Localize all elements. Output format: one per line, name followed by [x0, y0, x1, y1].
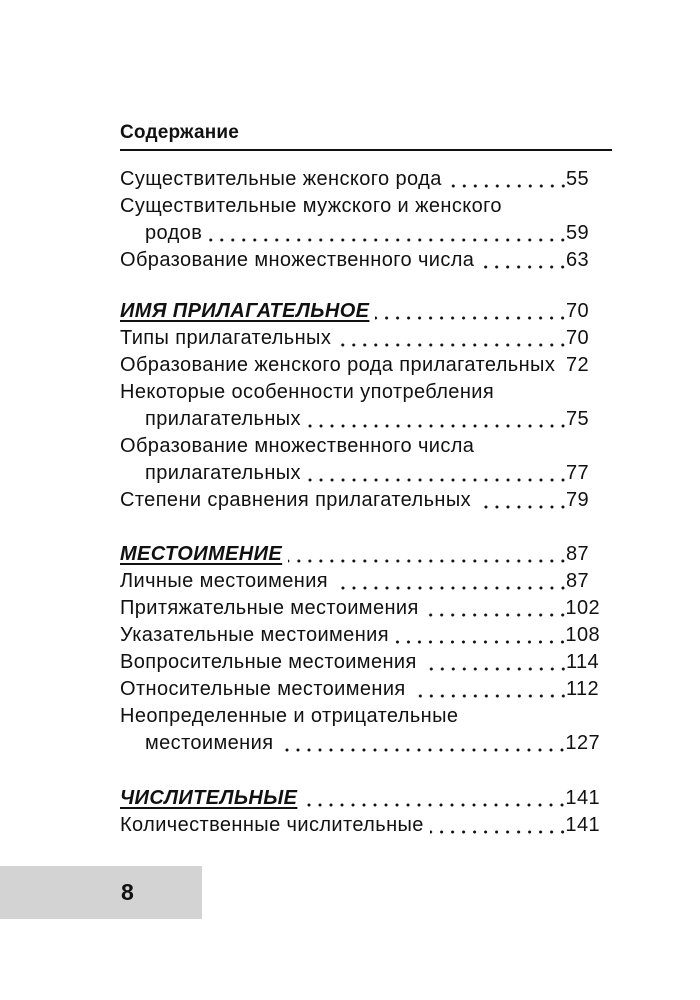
dot-leader	[307, 406, 566, 433]
dot-leader	[208, 220, 566, 247]
toc-entry	[120, 595, 600, 622]
toc-entry-title: Относительные местоимения	[120, 678, 406, 700]
toc-page-number: 79	[566, 489, 590, 511]
dot-leader	[307, 460, 566, 487]
toc-page-number: 127	[565, 732, 600, 754]
dot-leader	[288, 541, 566, 568]
toc-page-number: 55	[566, 168, 590, 190]
toc-entry-title: Вопросительные местоимения	[120, 651, 417, 673]
toc-section-heading	[120, 298, 600, 325]
toc-entry-title: Неопределенные и отрицательные	[120, 705, 459, 727]
dot-leader	[279, 730, 565, 757]
toc-entry	[120, 193, 600, 247]
section-heading-title: ЧИСЛИТЕЛЬНЫЕ	[120, 787, 298, 809]
toc-entry-title: Указательные местоимения	[120, 624, 389, 646]
heading-rule	[120, 149, 612, 151]
toc-entry-line	[120, 433, 600, 460]
toc-page-number: 108	[565, 624, 600, 646]
toc-page-number: 87	[566, 570, 590, 592]
toc-entry-title: Существительные женского рода	[120, 168, 442, 190]
toc-entry-line	[120, 460, 600, 487]
toc-entry	[120, 676, 600, 703]
toc-entry-title-continued: прилагательных	[145, 408, 301, 430]
toc-entry	[120, 166, 600, 193]
toc-entry-title: Типы прилагательных	[120, 327, 332, 349]
toc-entry	[120, 325, 600, 352]
toc-entry-line	[120, 406, 600, 433]
toc-page-number: 72	[566, 354, 590, 376]
toc-entry-title: Существительные мужского и женского	[120, 195, 502, 217]
toc-entry-title: Некоторые особенности употребления	[120, 381, 495, 403]
toc-entry	[120, 379, 600, 433]
toc-section	[120, 298, 600, 514]
toc-page-number: 87	[566, 543, 590, 565]
toc-page-number: 141	[565, 814, 600, 836]
toc-entry	[120, 703, 600, 757]
section-heading-title: ИМЯ ПРИЛАГАТЕЛЬНОЕ	[120, 300, 370, 322]
toc-entry-title: Образование множественного числа	[120, 435, 475, 457]
dot-leader	[412, 676, 566, 703]
dot-leader	[480, 247, 566, 274]
toc-page-number: 141	[565, 787, 600, 809]
toc-entry-line	[120, 730, 600, 757]
toc-entry-title-continued: местоимения	[145, 732, 274, 754]
toc-entry	[120, 247, 600, 274]
toc-entry	[120, 352, 600, 379]
dot-leader	[375, 298, 566, 325]
toc-page-number: 70	[566, 327, 590, 349]
dot-leader	[334, 568, 566, 595]
toc-page-number: 63	[566, 249, 590, 271]
toc-entry-title-continued: родов	[145, 222, 203, 244]
toc-entry	[120, 433, 600, 487]
toc-entry-title: Количественные числительные	[120, 814, 424, 836]
toc-entry	[120, 568, 600, 595]
dot-leader	[423, 649, 566, 676]
toc-page-number: 114	[566, 651, 600, 673]
toc-entry-title-continued: прилагательных	[145, 462, 301, 484]
toc-entry-title: Личные местоимения	[120, 570, 329, 592]
toc-entry-line	[120, 703, 600, 730]
toc-section	[120, 541, 600, 757]
dot-leader	[395, 622, 565, 649]
toc-page-number: 112	[566, 678, 600, 700]
toc-page-number: 59	[566, 222, 590, 244]
toc-entry	[120, 622, 600, 649]
toc-entry	[120, 487, 600, 514]
toc-page-number: 75	[566, 408, 590, 430]
toc-entry-title: Образование множественного числа	[120, 249, 475, 271]
toc-entry	[120, 812, 600, 839]
toc-page-number: 70	[566, 300, 590, 322]
page-number: 8	[121, 879, 134, 905]
section-heading-title: МЕСТОИМЕНИЕ	[120, 543, 283, 565]
toc-section-heading	[120, 785, 600, 812]
toc-entry-title: Притяжательные местоимения	[120, 597, 419, 619]
toc-section	[120, 785, 600, 839]
dot-leader	[337, 325, 566, 352]
dot-leader	[425, 595, 566, 622]
toc-entry-line	[120, 220, 600, 247]
toc-page-number: 102	[565, 597, 600, 619]
contents-heading: Содержание	[120, 122, 240, 143]
dot-leader	[477, 487, 566, 514]
dot-leader	[303, 785, 565, 812]
dot-leader	[430, 812, 566, 839]
page-number-tab	[0, 866, 202, 919]
toc-entry-line	[120, 193, 600, 220]
toc-entry-title: Степени сравнения прилагательных	[120, 489, 472, 511]
toc-entry-title: Образование женского рода прилагательных	[120, 354, 556, 376]
toc-section-heading	[120, 541, 600, 568]
toc-entry	[120, 649, 600, 676]
toc-page-number: 77	[566, 462, 590, 484]
dot-leader	[448, 166, 566, 193]
toc-entry-line	[120, 379, 600, 406]
toc-section	[120, 166, 600, 274]
